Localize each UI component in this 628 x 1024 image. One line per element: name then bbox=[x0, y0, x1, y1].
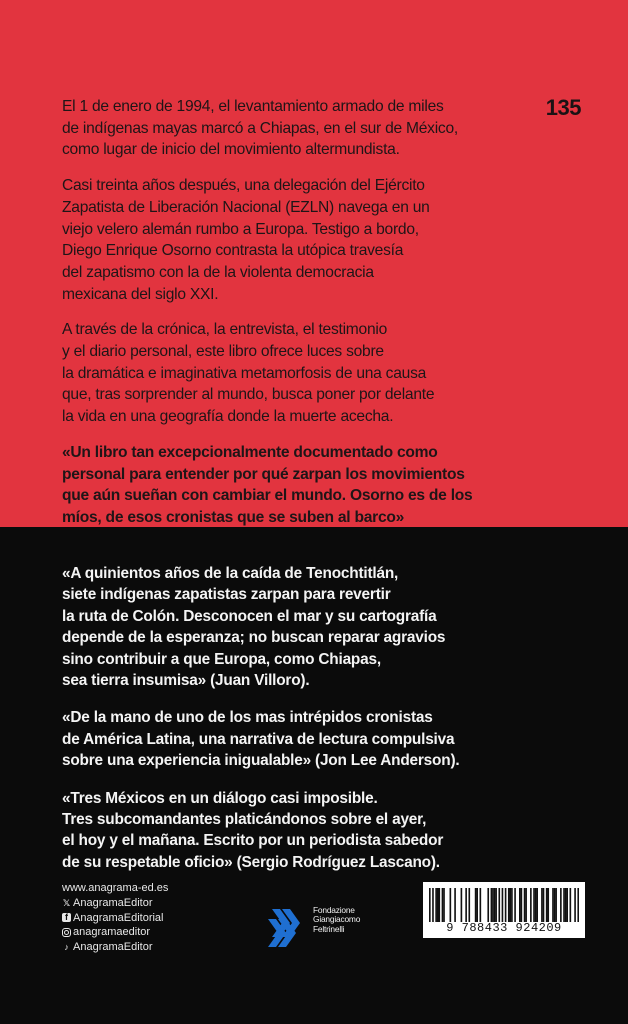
barcode-bar bbox=[577, 888, 579, 922]
barcode-bar bbox=[454, 888, 456, 922]
x-link[interactable] bbox=[62, 896, 168, 911]
publisher-name: Fondazione Giangiacomo Feltrinelli bbox=[313, 905, 361, 934]
barcode-bar bbox=[565, 888, 567, 922]
barcode-bar bbox=[563, 888, 565, 922]
barcode-bar bbox=[435, 888, 437, 922]
barcode-bar bbox=[508, 888, 510, 922]
barcode-bar bbox=[530, 888, 532, 922]
facebook-link[interactable] bbox=[62, 911, 168, 926]
x-logo-icon: 𝕏 bbox=[62, 897, 71, 908]
publisher-contacts bbox=[62, 881, 168, 955]
barcode-bar bbox=[547, 888, 549, 922]
barcode-bar bbox=[541, 888, 543, 922]
barcode-bar bbox=[498, 888, 500, 922]
barcode-bar bbox=[566, 888, 568, 922]
barcode-bar bbox=[543, 888, 545, 922]
barcode-bar bbox=[555, 888, 557, 922]
barcode-bar bbox=[525, 888, 527, 922]
facebook-handle: AnagramaEditorial bbox=[73, 911, 164, 924]
barcode-bar bbox=[552, 888, 554, 922]
barcode-bar bbox=[511, 888, 513, 922]
tiktok-handle: AnagramaEditor bbox=[73, 941, 153, 954]
barcode-bars bbox=[429, 888, 579, 922]
feltrinelli-chevrons-icon bbox=[266, 903, 312, 949]
barcode-bar bbox=[468, 888, 470, 922]
review-quote-rodriguez: «Tres Méxicos en un diálogo casi imposible. Tres subcomandantes platicándonos sobre el ayer, el hoy y el mañana. Escrito por un periodista sabedor de su respetable oficio» (Sergio Rodríguez Lascano). bbox=[62, 789, 444, 871]
barcode-bar bbox=[519, 888, 521, 922]
barcode-bar bbox=[450, 888, 452, 922]
tiktok-icon: ♪ bbox=[64, 942, 69, 953]
review-quotes bbox=[62, 563, 542, 889]
tiktok-link[interactable] bbox=[62, 940, 168, 955]
barcode-bar bbox=[438, 888, 440, 922]
barcode-bar bbox=[546, 888, 548, 922]
isbn-barcode bbox=[423, 882, 585, 938]
synopsis-paragraph-3: A través de la crónica, la entrevista, el testimonio y el diario personal, este libro ofrece luces sobre la dramática e imaginativa metamorfosis de una causa que, tras sorprender al mundo, busca poner por delante la vida en una geografía donde la muerte acecha. bbox=[62, 321, 435, 426]
barcode-bar bbox=[560, 888, 562, 922]
barcode-bar bbox=[487, 888, 489, 922]
facebook-icon: f bbox=[62, 913, 71, 922]
barcode-bar bbox=[533, 888, 535, 922]
instagram-handle: anagramaeditor bbox=[73, 926, 151, 939]
barcode-bar bbox=[570, 888, 572, 922]
publisher-logo bbox=[266, 903, 360, 949]
synopsis-paragraph-2: Casi treinta años después, una delegación del Ejército Zapatista de Liberación Nacional (EZLN) navega en un viejo velero alemán rumbo a Europa. Testigo a bordo, Diego Enrique Osorno contrasta la utópica travesía del zapatismo con la de la violenta democracia mexicana del siglo XXI. bbox=[62, 177, 430, 303]
barcode-bar bbox=[480, 888, 482, 922]
barcode-bar bbox=[437, 888, 439, 922]
barcode-bar bbox=[475, 888, 477, 922]
x-handle: AnagramaEditor bbox=[73, 896, 153, 909]
isbn-number: 9 788433 924209 bbox=[446, 921, 562, 935]
barcode-bar bbox=[495, 888, 497, 922]
barcode-bar bbox=[536, 888, 538, 922]
barcode-bar bbox=[443, 888, 445, 922]
barcode-bar bbox=[476, 888, 478, 922]
barcode-bar bbox=[494, 888, 496, 922]
barcode-bar bbox=[461, 888, 463, 922]
synopsis bbox=[62, 96, 532, 564]
barcode-bar bbox=[524, 888, 526, 922]
barcode-bar bbox=[554, 888, 556, 922]
review-quote-anderson: «De la mano de uno de los mas intrépidos cronistas de América Latina, una narrativa de lectura compulsiva sobre una experiencia inigualable» (Jon Lee Anderson). bbox=[62, 709, 460, 770]
barcode-bar bbox=[535, 888, 537, 922]
instagram-icon bbox=[62, 928, 71, 937]
barcode-bar bbox=[510, 888, 512, 922]
review-quote-villoro: «A quinientos años de la caída de Tenochtitlán, siete indígenas zapatistas zarpan para revertir la ruta de Colón. Desconocen el mar y su cartografía depende de la esperanza; no buscan reparar agravios sino contribuir a que Europa, como Chiapas, sea tierra insumisa» (Juan Villoro). bbox=[62, 565, 446, 690]
barcode-bar bbox=[429, 888, 431, 922]
barcode-bar bbox=[492, 888, 494, 922]
barcode-bar bbox=[521, 888, 523, 922]
website-text: www.anagrama-ed.es bbox=[62, 882, 169, 894]
barcode-bar bbox=[505, 888, 507, 922]
barcode-bar bbox=[465, 888, 467, 922]
website-link[interactable] bbox=[62, 881, 168, 896]
barcode-bar bbox=[442, 888, 444, 922]
barcode-bar bbox=[514, 888, 516, 922]
series-number: 135 bbox=[545, 95, 581, 120]
barcode-bar bbox=[574, 888, 576, 922]
review-quote-wiener: «Un libro tan excepcionalmente documentado como personal para entender por qué zarpan los movimientos que aún sueñan con cambiar el mundo. Osorno es de los míos, de esos cronistas que se suben al barco» bbox=[62, 443, 473, 526]
synopsis-paragraph-1: El 1 de enero de 1994, el levantamiento armado de miles de indígenas mayas marcó a Chiapas, en el sur de México, como lugar de inicio del movimiento altermundista. bbox=[62, 98, 458, 159]
barcode-bar bbox=[491, 888, 493, 922]
barcode-bar bbox=[432, 888, 434, 922]
instagram-link[interactable] bbox=[62, 925, 168, 940]
barcode-bar bbox=[502, 888, 504, 922]
